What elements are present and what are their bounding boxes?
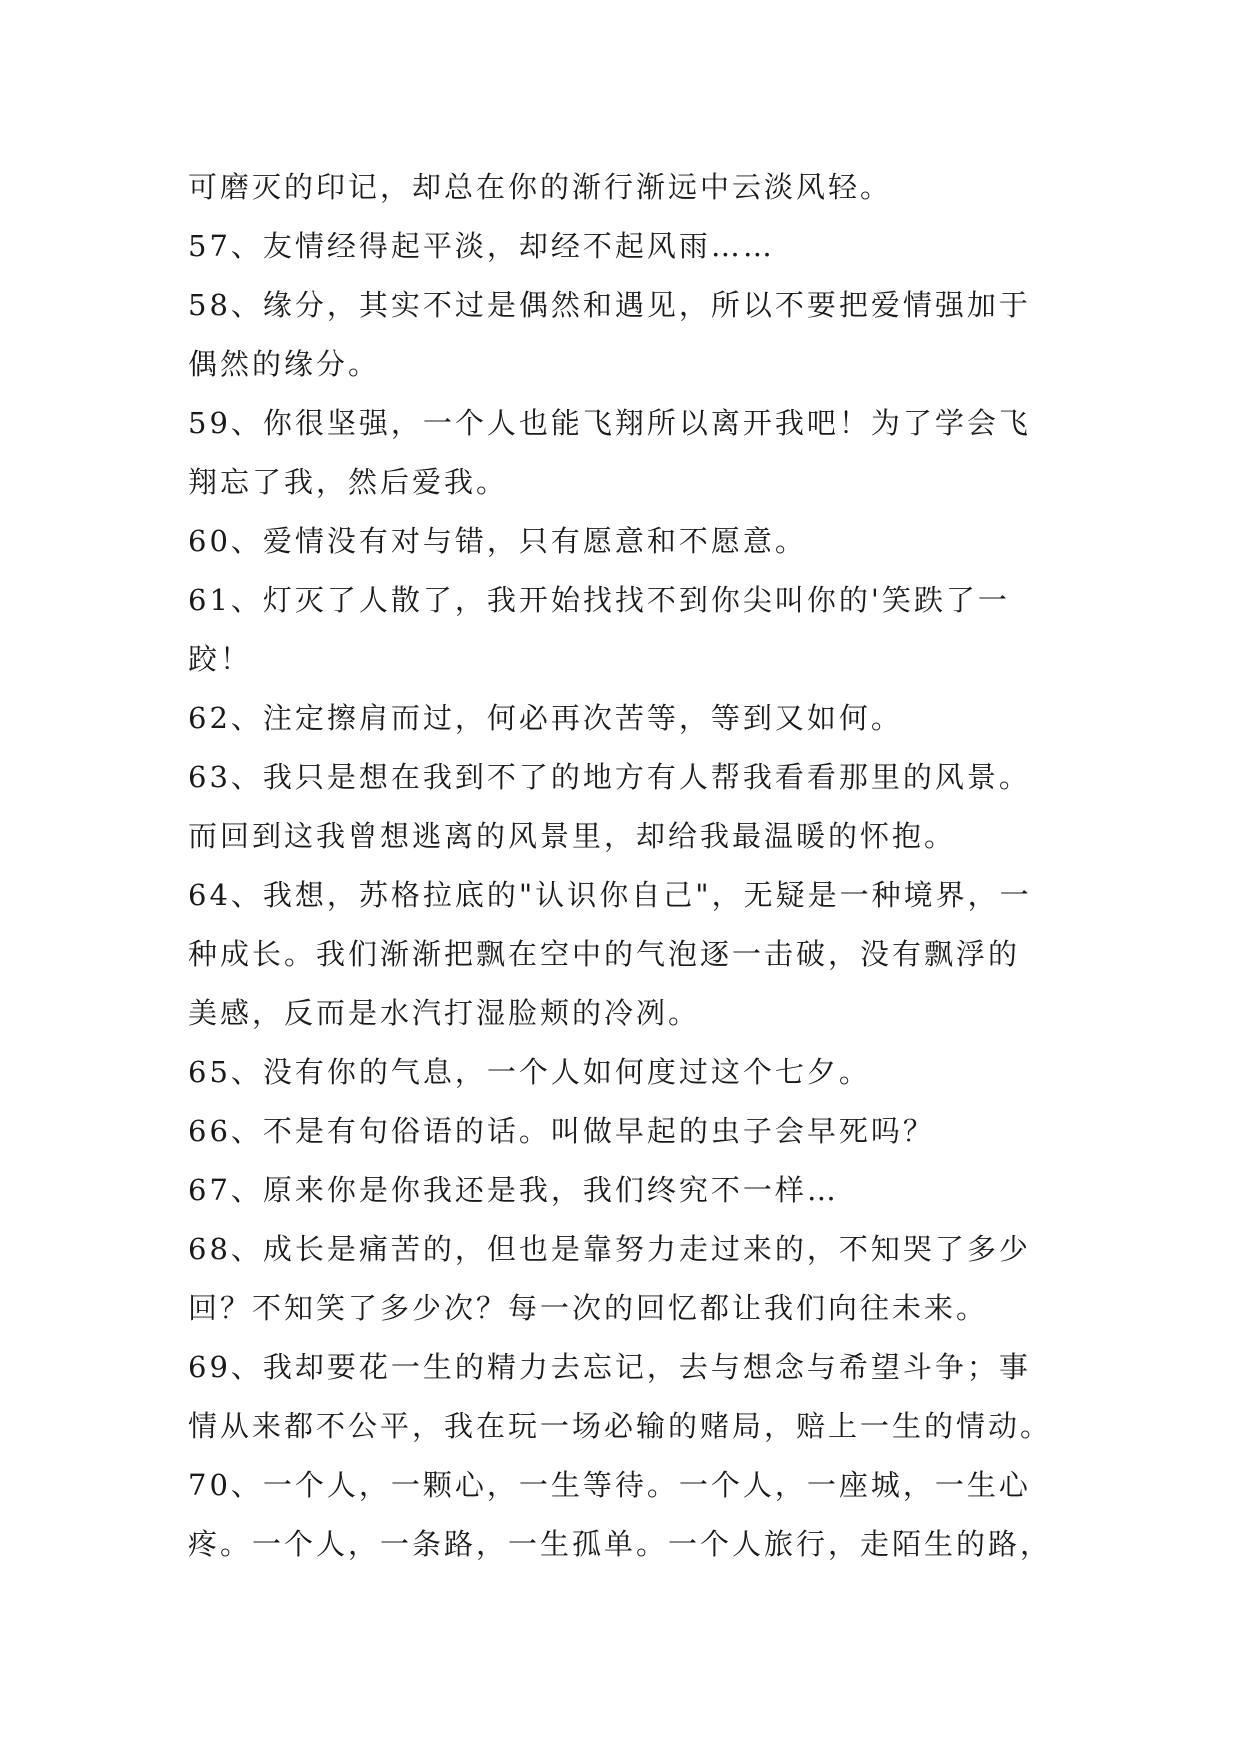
text-line: 60、爱情没有对与错，只有愿意和不愿意。 bbox=[188, 524, 807, 558]
text-line: 跤！ bbox=[188, 642, 253, 676]
text-line: 59、你很坚强，一个人也能飞翔所以离开我吧！为了学会飞 bbox=[188, 406, 1031, 440]
text-line: 而回到这我曾想逃离的风景里，却给我最温暖的怀抱。 bbox=[188, 819, 957, 853]
text-line: 67、原来你是你我还是我，我们终究不一样… bbox=[188, 1173, 839, 1207]
text-line: 翔忘了我，然后爱我。 bbox=[188, 465, 509, 499]
text-line: 70、一个人，一颗心，一生等待。一个人，一座城，一生心 bbox=[188, 1468, 1031, 1502]
text-line: 65、没有你的气息，一个人如何度过这个七夕。 bbox=[188, 1055, 871, 1089]
text-line: 种成长。我们渐渐把飘在空中的气泡逐一击破，没有飘浮的 bbox=[188, 937, 1021, 971]
text-line: 57、友情经得起平淡，却经不起风雨…… bbox=[188, 229, 775, 263]
text-line: 偶然的缘分。 bbox=[188, 347, 381, 381]
text-line: 61、灯灭了人散了，我开始找找不到你尖叫你的'笑跌了一 bbox=[188, 583, 1010, 617]
text-line: 69、我却要花一生的精力去忘记，去与想念与希望斗争；事 bbox=[188, 1350, 1031, 1384]
text-line: 情从来都不公平，我在玩一场必输的赌局，赔上一生的情动。 bbox=[188, 1409, 1053, 1443]
text-line: 可磨灭的印记，却总在你的渐行渐远中云淡风轻。 bbox=[188, 170, 893, 204]
text-line: 回？不知笑了多少次？每一次的回忆都让我们向往未来。 bbox=[188, 1291, 989, 1325]
text-line: 63、我只是想在我到不了的地方有人帮我看看那里的风景。 bbox=[188, 760, 1031, 794]
text-line: 66、不是有句俗语的话。叫做早起的虫子会早死吗？ bbox=[188, 1114, 935, 1148]
text-line: 64、我想，苏格拉底的"认识你自己"，无疑是一种境界，一 bbox=[188, 878, 1032, 912]
body-text bbox=[188, 158, 1078, 1574]
text-line: 美感，反而是水汽打湿脸颊的冷冽。 bbox=[188, 996, 701, 1030]
text-line: 62、注定擦肩而过，何必再次苦等，等到又如何。 bbox=[188, 701, 903, 735]
text-line: 疼。一个人，一条路，一生孤单。一个人旅行，走陌生的路， bbox=[188, 1527, 1053, 1561]
text-line: 68、成长是痛苦的，但也是靠努力走过来的，不知哭了多少 bbox=[188, 1232, 1031, 1266]
text-line: 58、缘分，其实不过是偶然和遇见，所以不要把爱情强加于 bbox=[188, 288, 1031, 322]
